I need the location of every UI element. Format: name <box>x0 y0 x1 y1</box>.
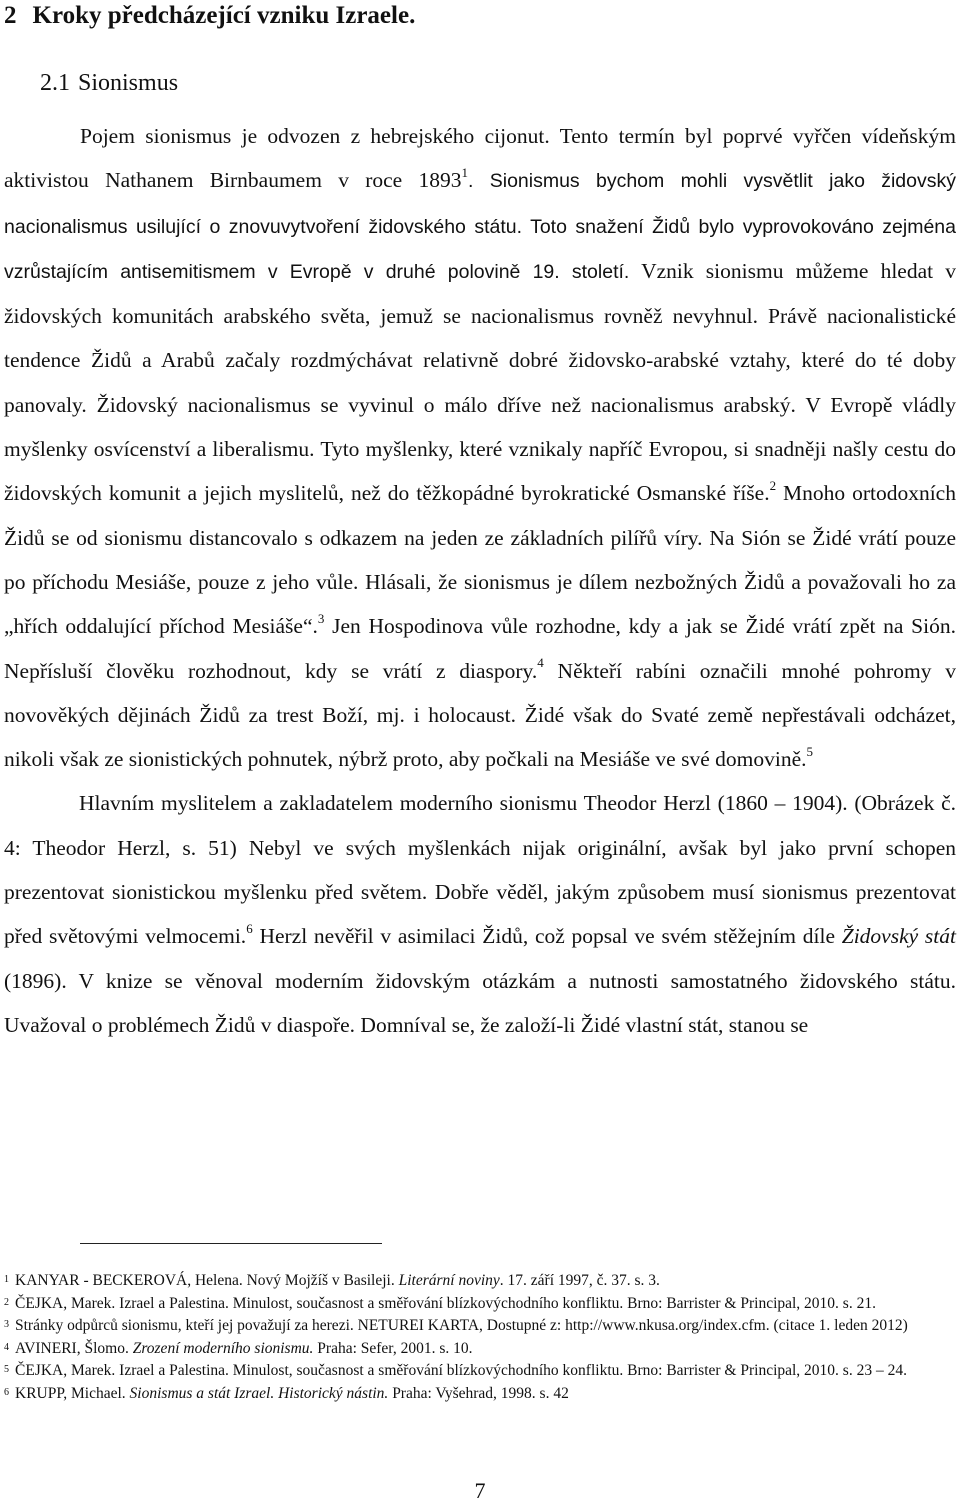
footnote-ref: 2 <box>769 478 777 494</box>
footnote <box>4 1292 956 1315</box>
footnote-italic: Sionismus a stát Izrael. Historický nástin. <box>129 1384 389 1402</box>
footnote <box>4 1314 956 1337</box>
footnote-text: Stránky odpůrců sionismu, kteří jej považují za herezi. NETUREI KARTA, Dostupné z: http://www.nkusa.org/index.cfm. (citace 1. leden 2012) <box>15 1317 908 1335</box>
text-run: Vznik sionismu můžeme hledat v židovských komunitách arabského světa, jemuž se nacionalismus rovněž nevyhnul. <box>4 258 956 329</box>
footnote-text: ČEJKA, Marek. Izrael a Palestina. Minulost, současnost a směřování blízkovýchodního konfliktu. Brno: Barrister & Principal, 2010. s. 23 – 24. <box>15 1362 907 1380</box>
footnote-ref: 1 <box>461 165 468 181</box>
footnote <box>4 1359 956 1382</box>
footnote-text: KANYAR - BECKEROVÁ, Helena. Nový Mojžíš v Basileji. <box>15 1272 399 1289</box>
text-run: Jen Hospodinova vůle rozhodne, kdy a jak se Židé vrátí zpět na Sión. Nepřísluší člověku rozhodnout, kdy se vrátí z diaspory. <box>4 614 956 683</box>
footnote-separator <box>80 1243 382 1244</box>
footnote-text: ČEJKA, Marek. Izrael a Palestina. Minulost, současnost a směřování blízkovýchodního konfliktu. Brno: Barrister & Principal, 2010. s. 21. <box>15 1294 876 1312</box>
section-number: 2.1 <box>40 70 70 96</box>
body-text <box>4 114 956 1047</box>
footnote-number: 5 <box>4 1364 9 1376</box>
footnote <box>4 1269 956 1292</box>
chapter-title: Kroky předcházející vzniku Izraele. <box>32 2 416 29</box>
footnote-text: . 17. září 1997, č. 37. s. 3. <box>499 1272 660 1289</box>
text-run: Právě nacionalistické tendence Židů a Arabů začaly rozdmýchávat relativně dobré židovsko-arabské vztahy, které do té doby panovaly. Židovský nacionalismus se vyvinul o málo dříve než nacionalismus arabský. V Evropě vládly myšlenky osvícenství a liberalismu. Tyto myšlenky, které vznikaly napříč Evropou, si snadněji našly cestu do židovských komunit a jejich myslitelů, než do těžkopádné byrokratické Osmanské říše. <box>4 304 956 506</box>
text-run: Herzl nevěřil v asimilaci Židů, což popsal ve svém stěžejním díle <box>252 924 842 949</box>
text-run: Někteří rabíni označili mnohé pohromy v novověkých dějinách Židů za trest Boží, mj. i holocaust. Židé však do Svaté země nepřestávali odcházet, nikoli však ze sionistických pohnutek, nýbrž proto, aby počkali na Mesiáše ve své domovině. <box>4 658 956 772</box>
footnote-number: 4 <box>4 1341 9 1353</box>
text-run: . Sionismus bychom mohli vysvětlit jako židovský nacionalismus usilující o znovuvytvoření židovského státu. Toto snažení Židů bylo vyprovokováno zejména vzrůstajícím antisemitismem v Evropě v druhé polovině 19. století. <box>4 170 957 283</box>
footnote-italic: Zrození moderního sionismu. <box>132 1339 314 1357</box>
chapter-heading <box>4 2 415 30</box>
text-run: (1896). V knize se věnoval moderním židovským otázkám a nutnosti samostatného židovského státu. Uvažoval o problémech Židů v diaspoře. Domníval se, že založí-li Židé vlastní stát, stanou se <box>4 968 956 1037</box>
footnotes <box>4 1269 956 1405</box>
book-title: Židovský stát <box>841 924 956 949</box>
footnote-ref: 6 <box>246 921 253 937</box>
footnote-text: Praha: Vyšehrad, 1998. s. 42 <box>388 1384 569 1402</box>
section-title: Sionismus <box>78 70 179 96</box>
paragraph <box>4 114 956 781</box>
page-number: 7 <box>474 1478 486 1503</box>
chapter-number: 2 <box>4 2 17 29</box>
text-run: Mnoho ortodoxních Židů se od sionismu distancovalo s odkazem na jeden ze základních pilířů víry. Na Sión se Židé vrátí pouze po příchodu Mesiáše, pouze z jeho vůle. Hlásali, že sionismus je dílem nezbožných Židů a považovali ho za „hřích oddalující příchod Mesiáše“. <box>4 481 956 639</box>
footnote-text: AVINERI, Šlomo. <box>15 1339 133 1357</box>
footnote <box>4 1337 956 1360</box>
paragraph <box>4 781 956 1047</box>
footnote-ref: 5 <box>806 744 813 759</box>
footnote-number: 6 <box>4 1386 9 1398</box>
text-run: Pojem sionismus je odvozen z hebrejského cijonut. Tento termín byl poprvé vyřčen vídeňským aktivistou Nathanem Birnbaumem v roce 1893 <box>4 124 956 193</box>
footnote-number: 1 <box>4 1274 9 1285</box>
footnote <box>4 1382 956 1405</box>
footnote-ref: 3 <box>317 611 325 627</box>
section-heading <box>40 70 178 97</box>
footnote-number: 2 <box>4 1296 9 1308</box>
footnote-ref: 4 <box>537 655 544 671</box>
footnote-text: Praha: Sefer, 2001. s. 10. <box>313 1339 473 1357</box>
footnote-number: 3 <box>4 1319 9 1331</box>
footnote-italic: Literární noviny <box>398 1272 500 1289</box>
footnote-text: KRUPP, Michael. <box>15 1384 130 1402</box>
text-run: Hlavním myslitelem a zakladatelem moderního sionismu Theodor Herzl (1860 – 1904). (Obrázek č. 4: Theodor Herzl, s. 51) Nebyl ve svých myšlenkách nijak originální, avšak byl jako první schopen prezentovat sionistickou myšlenku před světem. Dobře věděl, jakým způsobem musí sionismus prezentovat před světovými velmocemi. <box>4 791 956 949</box>
